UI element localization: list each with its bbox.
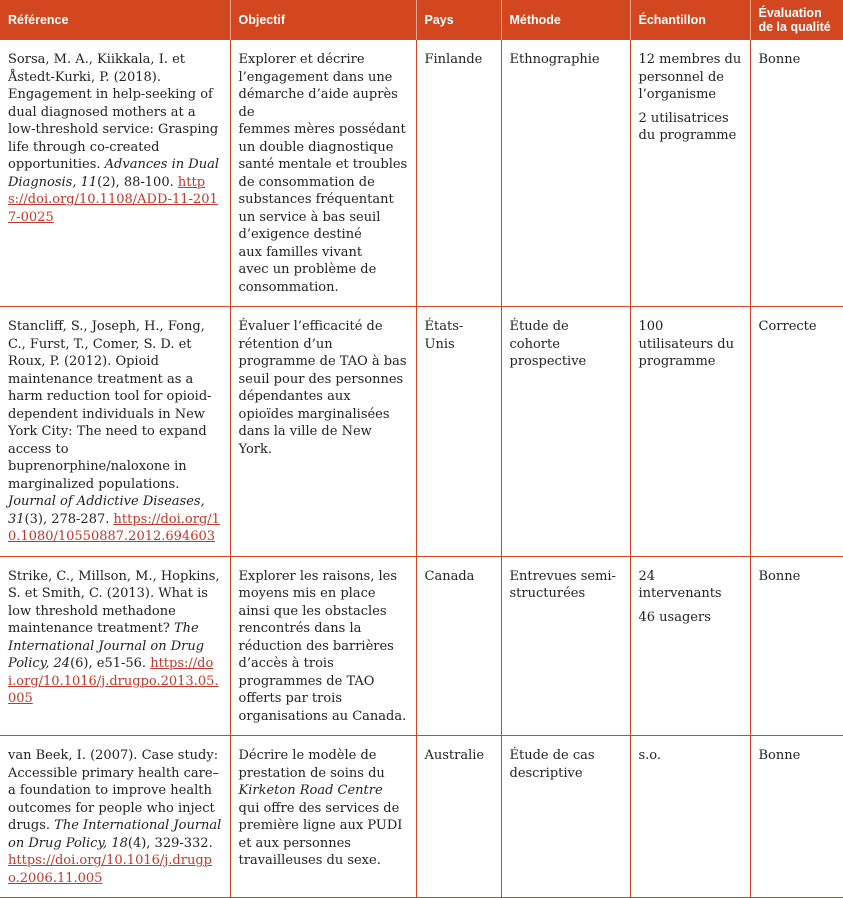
- objectif-line: Explorer et décrire: [238, 52, 365, 67]
- echantillon-cell: [630, 307, 750, 557]
- reference-authors: Strike, C., Millson, M., Hopkins, S. et Smith, C. (2013). What is low threshold methadone maintenance treatment?: [8, 568, 220, 636]
- reference-journal: The International Journal on Drug Policy, 18: [8, 818, 222, 851]
- reference-authors: Sorsa, M. A., Kiikkala, I. et Åstedt-Kurki, P. (2018). Engagement in help-seeking of dual diagnosed mothers at a low-threshold service: Grasping life through co-created opportunities.: [8, 52, 219, 172]
- objectif-line: santé mentale et troubles: [238, 157, 408, 172]
- pays-cell: Finlande: [416, 40, 501, 307]
- objectif-centre-name: Kirketon Road Centre: [238, 783, 383, 798]
- objectif-cell: [230, 40, 416, 307]
- objectif-line: l’engagement dans une: [238, 69, 393, 85]
- doi-link[interactable]: https://doi.org/10.1108/ADD-11-2017-0025: [8, 174, 218, 225]
- reference-authors: van Beek, I. (2007). Case study: Accessible primary health care–a foundation to improve health outcomes for people who inject drugs.: [8, 748, 220, 833]
- methode-cell: Entrevues semi-structurées: [501, 556, 630, 736]
- reference-pages: (2), 88-100.: [97, 174, 178, 190]
- reference-pages: (4), 329-332.: [127, 835, 213, 851]
- evaluation-cell: Bonne: [750, 736, 843, 898]
- objectif-line: démarche d’aide auprès de: [238, 87, 398, 120]
- objectif-line: d’exigence destiné: [238, 227, 362, 242]
- header-evaluation: Évaluation de la qualité: [750, 0, 843, 40]
- objectif-line: substances fréquentant: [238, 192, 394, 207]
- reference-cell: [0, 307, 230, 557]
- header-methode: Méthode: [501, 0, 630, 40]
- objectif-text-post: qui offre des services de première ligne aux PUDI et aux personnes travailleuses du sexe.: [238, 800, 403, 868]
- echantillon-item: 12 membres du personnel de l’organisme: [638, 52, 742, 102]
- reference-cell: [0, 556, 230, 736]
- table-row: [0, 736, 843, 898]
- methode-cell: Ethnographie: [501, 40, 630, 307]
- methode-cell: Étude de cas descriptive: [501, 736, 630, 898]
- objectif-line: avec un problème de: [238, 262, 377, 277]
- objectif-text-pre: Décrire le modèle de prestation de soins du: [238, 748, 385, 781]
- echantillon-item: 100 utilisateurs du programme: [638, 319, 734, 369]
- table-row: [0, 307, 843, 557]
- objectif-line: un double diagnostique: [238, 139, 394, 155]
- objectif-cell: Évaluer l’efficacité de rétention d’un programme de TAO à bas seuil pour des personnes dépendantes aux opioïdes marginalisées dans la ville de New York.: [230, 307, 416, 557]
- echantillon-cell: [630, 40, 750, 307]
- echantillon-item: 46 usagers: [638, 609, 711, 625]
- objectif-cell: Explorer les raisons, les moyens mis en place ainsi que les obstacles rencontrés dans la réduction des barrières d’accès à trois programmes de TAO offerts par trois organisations au Canada.: [230, 556, 416, 736]
- header-pays: Pays: [416, 0, 501, 40]
- doi-link[interactable]: https://doi.org/10.1080/10550887.2012.694603: [8, 511, 220, 544]
- doi-link[interactable]: https://doi.org/10.1016/j.drugpo.2006.11.005: [8, 853, 212, 886]
- reference-journal: Advances in Dual Diagnosis, 11: [8, 157, 219, 190]
- evaluation-cell: Bonne: [750, 40, 843, 307]
- echantillon-item: 2 utilisatrices du programme: [638, 110, 737, 143]
- pays-cell: Australie: [416, 736, 501, 898]
- objectif-line: femmes mères possédant: [238, 122, 406, 137]
- echantillon-cell: [630, 736, 750, 898]
- pays-cell: Canada: [416, 556, 501, 736]
- evaluation-cell: Bonne: [750, 556, 843, 736]
- table-row: [0, 556, 843, 736]
- objectif-line: consommation.: [238, 279, 339, 295]
- reference-cell: [0, 40, 230, 307]
- table-row: [0, 40, 843, 307]
- header-reference: Référence: [0, 0, 230, 40]
- echantillon-cell: [630, 556, 750, 736]
- methode-cell: Étude de cohorte prospective: [501, 307, 630, 557]
- objectif-cell: [230, 736, 416, 898]
- reference-authors: Stancliff, S., Joseph, H., Fong, C., Furst, T., Comer, S. D. et Roux, P. (2012). Opioid maintenance treatment as a harm reduction tool for opioid-dependent individuals in New York City: The need to expand access to buprenorphine/naloxone in marginalized populations.: [8, 319, 212, 492]
- header-echantillon: Échantillon: [630, 0, 750, 40]
- objectif-line: aux familles vivant: [238, 244, 363, 260]
- reference-journal: The International Journal on Drug Policy, 24: [8, 621, 205, 671]
- objectif-line: un service à bas seuil: [238, 209, 381, 225]
- reference-pages: (3), 278-287.: [24, 511, 114, 527]
- reference-pages: (6), e51-56.: [70, 656, 151, 671]
- header-row: [0, 0, 843, 40]
- echantillon-item: 24 intervenants: [638, 568, 722, 601]
- doi-link[interactable]: https://doi.org/10.1016/j.drugpo.2013.05.005: [8, 656, 219, 706]
- objectif-line: de consommation de: [238, 174, 375, 190]
- evaluation-cell: Correcte: [750, 307, 843, 557]
- header-objectif: Objectif: [230, 0, 416, 40]
- reference-journal: Journal of Addictive Diseases, 31: [8, 494, 205, 527]
- pays-cell: États-Unis: [416, 307, 501, 557]
- echantillon-item: s.o.: [638, 748, 662, 763]
- reference-cell: [0, 736, 230, 898]
